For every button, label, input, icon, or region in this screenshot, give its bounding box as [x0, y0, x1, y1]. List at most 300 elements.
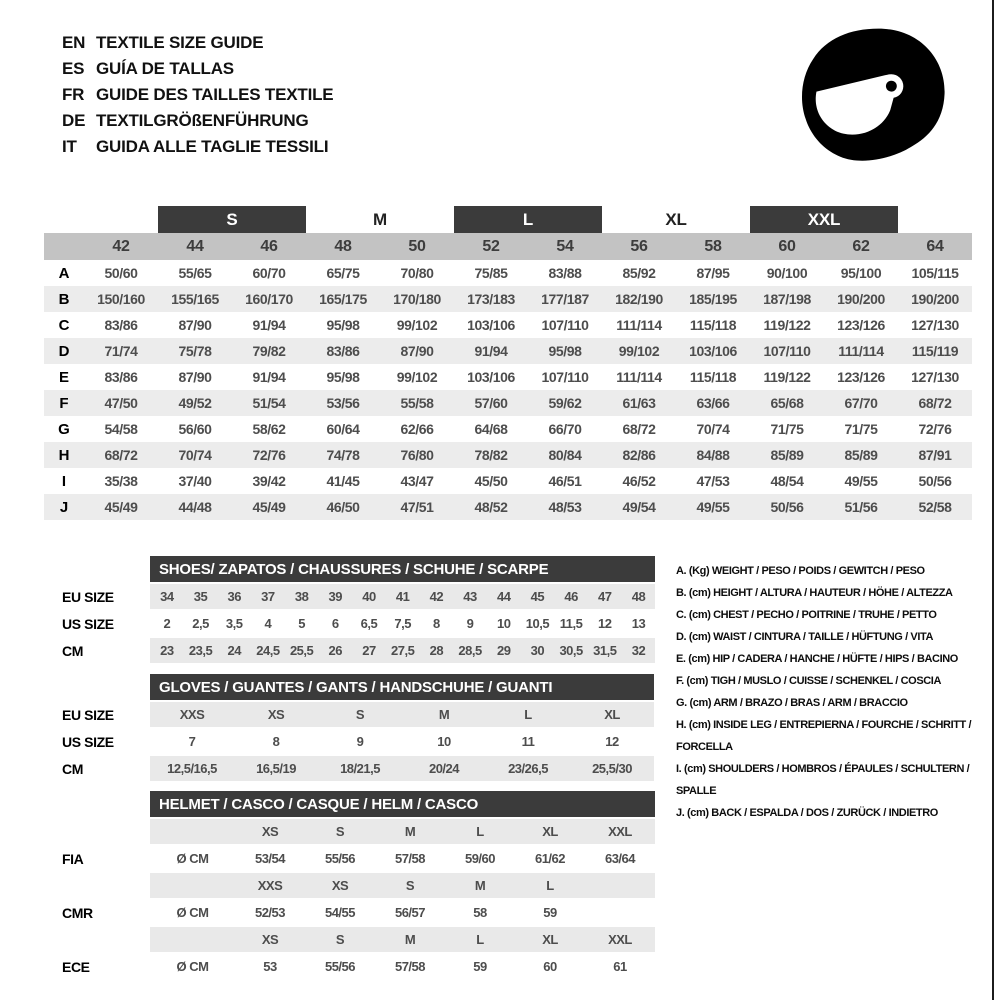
size-value-cell: 61/63 [602, 390, 676, 416]
numeric-size: 52 [454, 233, 528, 260]
size-value-cell: 71/75 [844, 421, 878, 437]
size-value-cell: 190/200 [898, 286, 972, 312]
size-value-cell: 111/114 [616, 317, 662, 333]
size-value-cell: 49/55 [676, 494, 750, 520]
numeric-size: 58 [676, 233, 750, 260]
size-value-cell: 48/52 [454, 494, 528, 520]
size-value-cell: 107/110 [750, 338, 824, 364]
size-value-cell: 55/56 [324, 959, 356, 974]
size-value-cell: 8 [432, 616, 440, 631]
size-value-cell: 68/72 [898, 390, 972, 416]
size-value-cell: 119/122 [763, 317, 811, 333]
size-value-cell: 46 [554, 584, 588, 609]
size-group-label-xxl: XXL [750, 206, 898, 233]
size-value-cell: 63/66 [676, 390, 750, 416]
size-value-cell: 10,5 [525, 616, 550, 631]
size-value-cell: 52/58 [898, 494, 972, 520]
size-value-cell: 59/62 [528, 390, 602, 416]
size-value-cell: 66/70 [548, 421, 582, 437]
size-value-cell: 23,5 [184, 638, 218, 663]
numeric-size: 54 [528, 233, 602, 260]
helmet-size-label: XXL [585, 819, 655, 844]
size-value-cell: 111/114 [616, 369, 662, 385]
size-value-cell: 55/65 [178, 265, 212, 281]
helmet-size-table [40, 791, 655, 979]
size-group-label-xl: XL [665, 209, 687, 229]
helmet-size-label: L [445, 819, 515, 844]
size-value-cell: 83/86 [104, 369, 138, 385]
standard-label: CMR [62, 904, 93, 921]
size-value-cell: 82/86 [602, 442, 676, 468]
helmet-size-label: M [375, 819, 445, 844]
size-value-cell: 173/183 [454, 286, 528, 312]
size-value-cell: 70/74 [696, 421, 730, 437]
size-value-cell: 57/58 [394, 959, 426, 974]
size-value-cell: 80/84 [528, 442, 602, 468]
language-titles [62, 30, 333, 160]
size-value-cell: 87/90 [178, 369, 212, 385]
size-value-cell: 59 [473, 959, 487, 974]
language-code: FR [62, 85, 85, 104]
size-value-cell: 99/102 [396, 317, 438, 333]
size-value-cell: 48/53 [528, 494, 602, 520]
numeric-size: 50 [380, 233, 454, 260]
size-value-cell: 28 [420, 638, 454, 663]
size-value-cell [585, 900, 655, 925]
measure-row-label: I [61, 472, 67, 490]
size-value-cell: 91/94 [454, 338, 528, 364]
size-value-cell: 47/50 [84, 390, 158, 416]
size-value-cell: 75/85 [474, 265, 508, 281]
size-value-cell: 47/51 [380, 494, 454, 520]
textile-size-table [44, 206, 972, 520]
size-value-cell: 46/52 [622, 473, 656, 489]
size-value-cell: 60 [543, 959, 557, 974]
size-group-label-l: L [454, 206, 602, 233]
numeric-size: 60 [750, 233, 824, 260]
measure-row-label: C [58, 316, 70, 334]
size-value-cell: 160/170 [232, 286, 306, 312]
size-value-cell: 79/82 [232, 338, 306, 364]
unit-label: Ø CM [176, 959, 209, 974]
row-label: CM [62, 642, 83, 659]
guide-title: GUÍA DE TALLAS [96, 59, 234, 78]
size-value-cell: 71/75 [770, 421, 804, 437]
size-value-cell: 24,5 [251, 638, 285, 663]
row-label: US SIZE [62, 733, 114, 750]
size-row-spacer [40, 873, 150, 898]
size-value-cell: 55/58 [380, 390, 454, 416]
size-value-cell: 170/180 [380, 286, 454, 312]
size-value-cell: 123/126 [837, 317, 885, 333]
language-line [62, 82, 333, 108]
size-value-cell: 25,5/30 [570, 756, 654, 781]
language-code: EN [62, 33, 86, 52]
size-value-cell: 57/60 [454, 390, 528, 416]
size-value-cell: 83/86 [104, 317, 138, 333]
size-value-cell: 45 [521, 584, 555, 609]
measure-row-label: H [44, 442, 84, 468]
size-value-cell: 55/56 [324, 851, 356, 866]
size-value-cell: 6 [331, 616, 339, 631]
size-value-cell: 45/50 [474, 473, 508, 489]
size-value-cell: 119/122 [763, 369, 811, 385]
size-value-cell: 50/56 [918, 473, 952, 489]
size-value-cell: 72/76 [232, 442, 306, 468]
size-value-cell: 74/78 [306, 442, 380, 468]
size-value-cell: 2,5 [192, 616, 209, 631]
size-value-cell: 103/106 [676, 338, 750, 364]
helmet-size-label: XS [305, 873, 375, 898]
size-value-cell: 29 [487, 638, 521, 663]
size-value-cell: 27,5 [386, 638, 420, 663]
legend-item: I. (cm) SHOULDERS / HOMBROS / ÉPAULES / SCHULTERN / SPALLE [676, 763, 970, 797]
language-code: DE [62, 111, 86, 130]
size-value-cell: 13 [631, 616, 646, 631]
size-value-cell: 62/66 [400, 421, 434, 437]
right-edge-border [992, 0, 994, 1000]
size-value-cell: 48/54 [770, 473, 804, 489]
size-value-cell: 10 [437, 734, 451, 749]
size-value-cell: 87/90 [178, 317, 212, 333]
size-value-cell: 37 [251, 584, 285, 609]
shoes-title: SHOES/ ZAPATOS / CHAUSSURES / SCHUHE / SCARPE [150, 556, 655, 582]
size-value-cell: 95/98 [326, 369, 360, 385]
gloves-title: GLOVES / GUANTES / GANTS / HANDSCHUHE / GUANTI [150, 674, 654, 700]
row-label: EU SIZE [62, 588, 114, 605]
size-value-cell: 10 [496, 616, 511, 631]
helmet-size-label: M [445, 873, 515, 898]
helmet-size-label: XL [515, 927, 585, 952]
language-line [62, 30, 333, 56]
size-value-cell: 45/49 [84, 494, 158, 520]
size-value-cell: 28,5 [453, 638, 487, 663]
size-value-cell: 95/98 [326, 317, 360, 333]
size-value-cell: 57/58 [394, 851, 426, 866]
size-value-cell: 27 [352, 638, 386, 663]
size-value-cell: 61/62 [534, 851, 566, 866]
size-value-cell: 43/47 [400, 473, 434, 489]
size-value-cell: 59 [543, 905, 557, 920]
row-label: CM [62, 760, 83, 777]
legend-item: C. (cm) CHEST / PECHO / POITRINE / TRUHE / PETTO [676, 609, 937, 621]
size-value-cell: 177/187 [528, 286, 602, 312]
measure-row-label: J [44, 494, 84, 520]
size-value-cell: 87/95 [696, 265, 730, 281]
size-value-cell: XL [570, 702, 654, 727]
language-line [62, 134, 333, 160]
unit-spacer [150, 873, 235, 898]
size-value-cell: 115/118 [689, 317, 737, 333]
size-value-cell: 83/88 [548, 265, 582, 281]
row-label: EU SIZE [62, 706, 114, 723]
measure-row-label: A [58, 264, 70, 282]
measure-row-label: D [44, 338, 84, 364]
size-value-cell: S [318, 702, 402, 727]
size-value-cell: 12 [598, 616, 612, 631]
legend-item: H. (cm) INSIDE LEG / ENTREPIERNA / FOURCHE / SCHRITT / FORCELLA [676, 719, 972, 753]
size-value-cell: 84/88 [676, 442, 750, 468]
size-value-cell: 95/98 [528, 338, 602, 364]
size-value-cell: 35/38 [104, 473, 138, 489]
size-value-cell: 85/92 [622, 265, 656, 281]
size-value-cell: 39 [318, 584, 352, 609]
size-value-cell: 107/110 [541, 369, 589, 385]
size-value-cell: L [486, 702, 570, 727]
size-value-cell: 6,5 [360, 616, 378, 631]
size-value-cell: 155/165 [158, 286, 232, 312]
size-value-cell: 50/56 [750, 494, 824, 520]
size-value-cell: 2 [163, 616, 171, 631]
helmet-size-label: L [445, 927, 515, 952]
legend-item: A. (Kg) WEIGHT / PESO / POIDS / GEWITCH / PESO [676, 565, 925, 577]
size-value-cell: 4 [264, 616, 272, 631]
size-value-cell: 39/42 [252, 473, 286, 489]
size-value-cell: 60/64 [326, 421, 360, 437]
size-value-cell: 18/21,5 [318, 756, 402, 781]
size-value-cell: 72/76 [918, 421, 952, 437]
legend-item: D. (cm) WAIST / CINTURA / TAILLE / HÜFTUNG / VITA [676, 631, 934, 643]
size-value-cell: 56/57 [394, 905, 426, 920]
size-value-cell: 90/100 [766, 265, 808, 281]
size-value-cell: 60/70 [252, 265, 286, 281]
size-value-cell: XS [234, 702, 318, 727]
helmet-size-label: XS [235, 819, 305, 844]
size-value-cell: 65/75 [326, 265, 360, 281]
size-value-cell: 123/126 [837, 369, 885, 385]
size-value-cell: 53 [263, 959, 277, 974]
size-value-cell: 68/72 [84, 442, 158, 468]
size-row-spacer [40, 819, 150, 844]
size-value-cell: 87/91 [898, 442, 972, 468]
size-value-cell: 190/200 [824, 286, 898, 312]
size-value-cell: 5 [298, 616, 305, 631]
size-value-cell: 83/86 [306, 338, 380, 364]
size-value-cell: 35 [184, 584, 218, 609]
size-value-cell: 56/60 [178, 421, 212, 437]
size-value-cell: 25,5 [285, 638, 319, 663]
legend-item: F. (cm) TIGH / MUSLO / CUISSE / SCHENKEL / COSCIA [676, 675, 942, 687]
size-value-cell: 16,5/19 [234, 756, 318, 781]
numeric-size: 44 [158, 233, 232, 260]
group-header-spacer [44, 206, 158, 233]
size-value-cell: XXS [150, 702, 234, 727]
helmet-size-label: XXS [235, 873, 305, 898]
measurement-legend [676, 560, 992, 824]
size-group-label-s: S [158, 206, 306, 233]
size-value-cell: 24 [217, 638, 251, 663]
size-value-cell: 30,5 [554, 638, 588, 663]
size-value-cell: 127/130 [911, 369, 959, 385]
numeric-size: 42 [84, 233, 158, 260]
size-value-cell: 30 [521, 638, 555, 663]
language-line [62, 56, 333, 82]
size-value-cell: 95/100 [840, 265, 882, 281]
size-value-cell: 115/119 [898, 338, 972, 364]
size-value-cell: 8 [272, 734, 280, 749]
numeric-size: 56 [602, 233, 676, 260]
legend-item: G. (cm) ARM / BRAZO / BRAS / ARM / BRACCIO [676, 697, 908, 709]
size-value-cell: 9 [466, 616, 474, 631]
size-value-cell: 67/70 [824, 390, 898, 416]
numeric-size: 64 [898, 233, 972, 260]
size-value-cell: 9 [356, 734, 364, 749]
measure-row-label: G [58, 420, 70, 438]
size-value-cell: 49/52 [158, 390, 232, 416]
standard-label: FIA [62, 850, 84, 867]
size-value-cell: 37/40 [178, 473, 212, 489]
title-spacer [40, 791, 150, 817]
size-value-cell: 23/26,5 [486, 756, 570, 781]
helmet-size-label: XXL [585, 927, 655, 952]
size-value-cell: 85/89 [824, 442, 898, 468]
size-value-cell: 23 [150, 638, 184, 663]
size-value-cell: 99/102 [396, 369, 438, 385]
helmet-size-label: L [515, 873, 585, 898]
guide-title: TEXTILGRÖßENFÜHRUNG [96, 111, 309, 130]
size-value-cell: 47/53 [696, 473, 730, 489]
size-value-cell: 11 [521, 734, 535, 749]
size-value-cell: 54/58 [104, 421, 138, 437]
size-value-cell: 36 [217, 584, 251, 609]
size-value-cell: 51/54 [232, 390, 306, 416]
size-value-cell: 182/190 [602, 286, 676, 312]
size-value-cell: 53/54 [254, 851, 286, 866]
language-line [62, 108, 333, 134]
size-value-cell: 45/49 [232, 494, 306, 520]
size-value-cell: 76/80 [380, 442, 454, 468]
size-value-cell: 38 [285, 584, 319, 609]
size-value-cell: 47 [588, 584, 622, 609]
numeric-size: 48 [306, 233, 380, 260]
size-value-cell: 50/60 [104, 265, 138, 281]
size-value-cell: 59/60 [464, 851, 496, 866]
size-value-cell: 49/55 [844, 473, 878, 489]
language-code: ES [62, 59, 85, 78]
size-value-cell: 44 [487, 584, 521, 609]
size-value-cell: 34 [150, 584, 184, 609]
size-value-cell: 91/94 [252, 317, 286, 333]
size-value-cell: 115/118 [689, 369, 737, 385]
measure-row-label: B [44, 286, 84, 312]
legend-item: J. (cm) BACK / ESPALDA / DOS / ZURÜCK / INDIETRO [676, 807, 938, 819]
numeric-size: 62 [824, 233, 898, 260]
size-value-cell: 103/106 [467, 369, 515, 385]
shoes-size-table [40, 556, 655, 663]
size-group-label-m: M [373, 209, 387, 229]
size-value-cell: 150/160 [84, 286, 158, 312]
size-value-cell: 46/51 [548, 473, 582, 489]
size-value-cell: 42 [420, 584, 454, 609]
size-value-cell: 44/48 [158, 494, 232, 520]
size-value-cell: 52/53 [254, 905, 286, 920]
helmet-title: HELMET / CASCO / CASQUE / HELM / CASCO [150, 791, 655, 817]
size-value-cell: 26 [318, 638, 352, 663]
title-spacer [40, 674, 150, 700]
size-value-cell: 107/110 [541, 317, 589, 333]
size-value-cell: 65/68 [750, 390, 824, 416]
legend-item: B. (cm) HEIGHT / ALTURA / HAUTEUR / HÖHE / ALTEZZA [676, 587, 953, 599]
size-value-cell: 70/80 [400, 265, 434, 281]
size-value-cell: 48 [622, 584, 656, 609]
unit-spacer [150, 927, 235, 952]
size-value-cell: 41 [386, 584, 420, 609]
title-spacer [40, 556, 150, 582]
size-value-cell: 58 [473, 905, 487, 920]
guide-title: TEXTILE SIZE GUIDE [96, 33, 264, 52]
unit-spacer [150, 819, 235, 844]
size-value-cell: 111/114 [824, 338, 898, 364]
helmet-size-label: XS [235, 927, 305, 952]
size-value-cell: 7 [188, 734, 196, 749]
racing-helmet-icon [798, 26, 950, 168]
guide-title: GUIDA ALLE TAGLIE TESSILI [96, 137, 329, 156]
standard-label: ECE [62, 958, 90, 975]
language-code: IT [62, 137, 77, 156]
size-value-cell: 105/115 [911, 265, 959, 281]
size-value-cell: 64/68 [474, 421, 508, 437]
numeric-band-spacer [44, 233, 84, 260]
size-value-cell: 185/195 [676, 286, 750, 312]
helmet-size-label: S [375, 873, 445, 898]
size-value-cell: 54/55 [324, 905, 356, 920]
size-value-cell: 99/102 [602, 338, 676, 364]
size-value-cell: M [402, 702, 486, 727]
guide-title: GUIDE DES TAILLES TEXTILE [96, 85, 334, 104]
size-value-cell: 91/94 [252, 369, 286, 385]
row-label: US SIZE [62, 615, 114, 632]
size-value-cell: 11,5 [559, 616, 583, 631]
helmet-size-label [585, 873, 655, 898]
size-value-cell: 41/45 [326, 473, 360, 489]
size-value-cell: 12 [605, 734, 619, 749]
unit-label: Ø CM [176, 905, 209, 920]
size-value-cell: 85/89 [750, 442, 824, 468]
size-value-cell: 78/82 [454, 442, 528, 468]
helmet-size-label: S [305, 927, 375, 952]
size-value-cell: 49/54 [602, 494, 676, 520]
size-value-cell: 68/72 [622, 421, 656, 437]
size-value-cell: 46/50 [306, 494, 380, 520]
numeric-size: 46 [232, 233, 306, 260]
size-value-cell: 43 [453, 584, 487, 609]
size-value-cell: 87/90 [380, 338, 454, 364]
size-value-cell: 70/74 [158, 442, 232, 468]
size-value-cell: 53/56 [306, 390, 380, 416]
size-value-cell: 71/74 [84, 338, 158, 364]
size-value-cell: 51/56 [824, 494, 898, 520]
unit-label: Ø CM [176, 851, 209, 866]
size-value-cell: 63/64 [604, 851, 636, 866]
size-value-cell: 165/175 [306, 286, 380, 312]
size-row-spacer [40, 927, 150, 952]
size-value-cell: 75/78 [158, 338, 232, 364]
measure-row-label: E [58, 368, 69, 386]
size-value-cell: 7,5 [394, 616, 411, 631]
size-value-cell: 32 [622, 638, 656, 663]
size-value-cell: 3,5 [225, 616, 243, 631]
size-value-cell: 103/106 [467, 317, 515, 333]
legend-item: E. (cm) HIP / CADERA / HANCHE / HÜFTE / HIPS / BACINO [676, 653, 958, 665]
size-value-cell: 40 [352, 584, 386, 609]
size-value-cell: 187/198 [750, 286, 824, 312]
size-value-cell: 127/130 [911, 317, 959, 333]
helmet-size-label: S [305, 819, 375, 844]
gloves-size-table [40, 674, 654, 781]
measure-row-label: F [44, 390, 84, 416]
size-value-cell: 61 [613, 959, 627, 974]
helmet-size-label: M [375, 927, 445, 952]
